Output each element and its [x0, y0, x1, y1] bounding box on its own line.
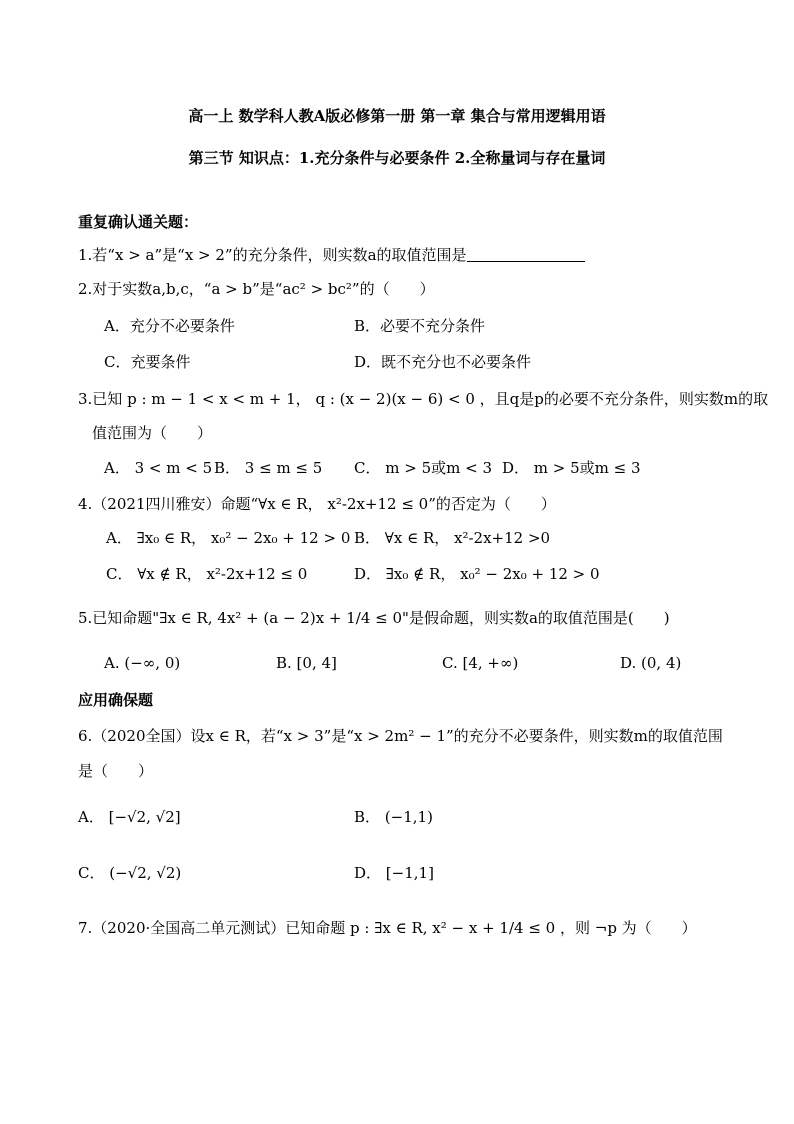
question-4-option-d: D． ∃x₀ ∉ R， x₀² − 2x₀ + 12 > 0 [354, 565, 600, 583]
question-4-option-a: A． ∃x₀ ∈ R， x₀² − 2x₀ + 12 > 0 [106, 529, 351, 547]
question-2-option-c: C．充要条件 [104, 353, 191, 371]
question-2-stem: 2.对于实数a,b,c，“a > b”是“ac² > bc²”的（ ） [78, 280, 435, 298]
question-7-stem: 7.（2020·全国高二单元测试）已知命题 p : ∃x ∈ R, x² − x + 1/4 ≤ 0 ，则 ¬p 为（ ） [78, 919, 697, 937]
question-5-option-c: C. [4, +∞) [442, 654, 519, 672]
answer-blank [467, 247, 585, 262]
question-1-text: 1.若“x > a”是“x > 2”的充分条件，则实数a的取值范围是 [78, 246, 467, 264]
question-3-option-b: B． 3 ≤ m ≤ 5 [214, 459, 323, 477]
question-6-option-b: B． (−1,1) [354, 808, 433, 826]
question-6-option-d: D． [−1,1] [354, 864, 434, 882]
question-2-option-d: D．既不充分也不必要条件 [354, 353, 532, 371]
section-heading-review: 重复确认通关题： [78, 213, 199, 231]
question-4-option-c: C． ∀x ∉ R， x²-2x+12 ≤ 0 [106, 565, 308, 583]
section-heading-application: 应用确保题 [78, 691, 154, 709]
question-4-option-b: B． ∀x ∈ R， x²-2x+12 >0 [354, 529, 551, 547]
question-2-option-b: B．必要不充分条件 [354, 317, 486, 335]
question-3-option-c: C． m > 5或m < 3 [354, 459, 492, 477]
page-subtitle: 第三节 知识点：1.充分条件与必要条件 2.全称量词与存在量词 [188, 149, 606, 167]
question-3-option-d: D． m > 5或m ≤ 3 [502, 459, 641, 477]
page-title: 高一上 数学科人教A版必修第一册 第一章 集合与常用逻辑用语 [188, 107, 606, 125]
question-6-option-c: C． (−√2, √2) [78, 864, 182, 882]
question-6-stem-line1: 6.（2020全国）设x ∈ R，若“x > 3”是“x > 2m² − 1”的充分不必要条件，则实数m的取值范围 [78, 727, 723, 745]
question-2-option-a: A．充分不必要条件 [104, 317, 235, 335]
question-5-option-b: B. [0, 4] [276, 654, 337, 672]
question-3-stem-line1: 3.已知 p : m − 1 < x < m + 1， q : (x − 2)(x − 6) < 0 ，且q是p的必要不充分条件，则实数m的取 [78, 390, 769, 408]
question-1 [78, 244, 585, 266]
question-5-option-d: D. (0, 4) [620, 654, 682, 672]
question-5-stem: 5.已知命题"∃x ∈ R, 4x² + (a − 2)x + 1/4 ≤ 0"是假命题，则实数a的取值范围是( ) [78, 609, 670, 627]
question-4-stem: 4.（2021四川雅安）命题“∀x ∈ R， x²-2x+12 ≤ 0”的否定为（ ） [78, 495, 556, 513]
question-6-stem-line2: 是（ ） [78, 762, 154, 780]
question-3-option-a: A． 3 < m < 5 [104, 459, 213, 477]
question-6-option-a: A． [−√2, √2] [78, 808, 181, 826]
question-3-stem-line2: 值范围为（ ） [92, 424, 213, 442]
question-5-option-a: A. (−∞, 0) [104, 654, 181, 672]
